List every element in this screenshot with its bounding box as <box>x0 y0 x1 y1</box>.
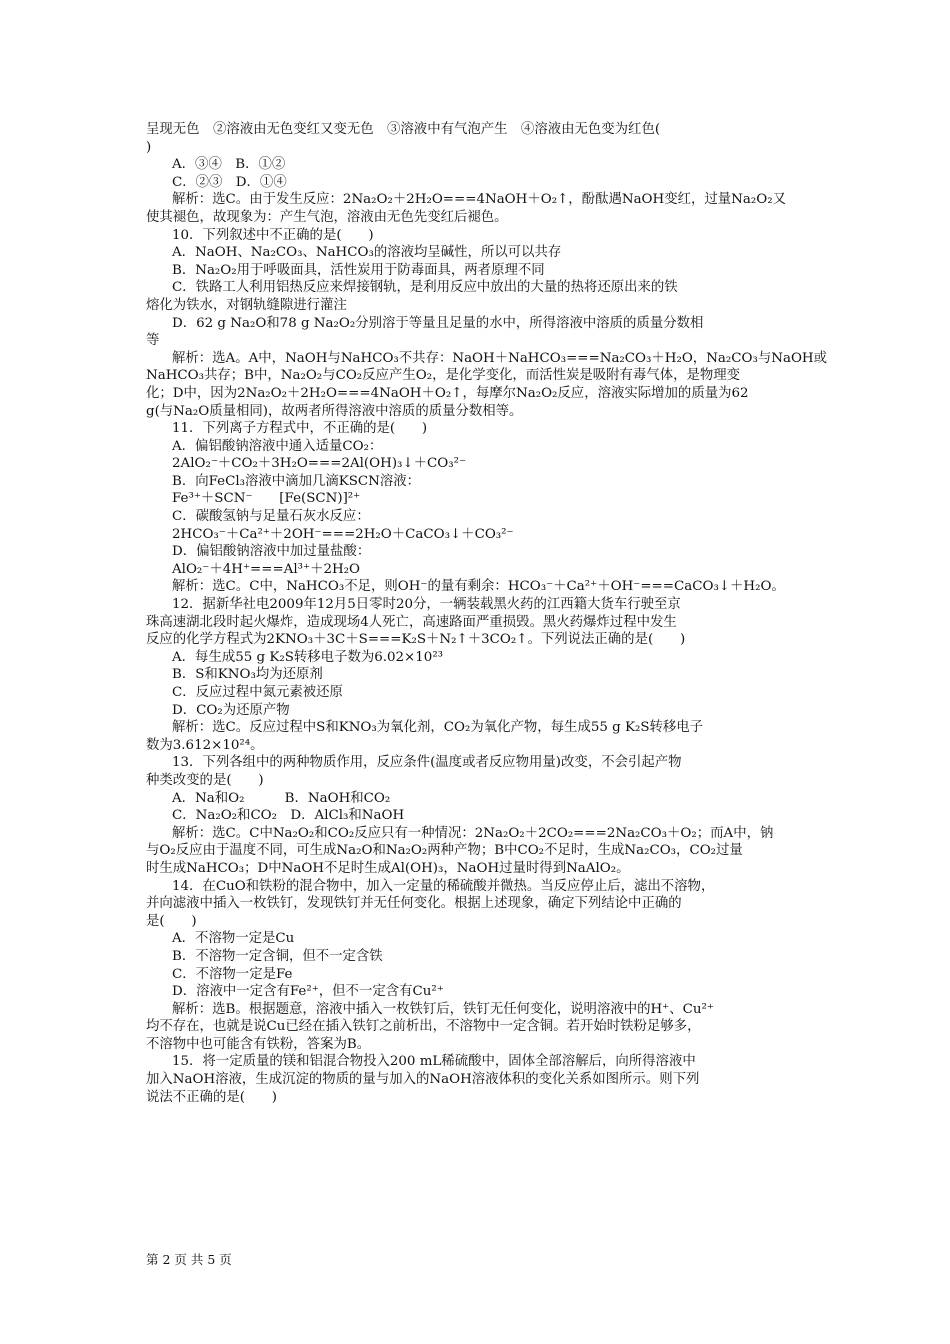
text-line: A．偏铝酸钠溶液中通入适量CO₂： <box>172 438 383 454</box>
text-line: 解析：选C。C中，NaHCO₃不足，则OH⁻的量有剩余：HCO₃⁻＋Ca²⁺＋OH⁻===CaCO₃↓＋H₂O。 <box>172 579 785 595</box>
text-line: A．不溶物一定是Cu <box>172 931 295 947</box>
text-line: 说法不正确的是( ) <box>146 1089 277 1105</box>
text-line: D．偏铝酸钠溶液中加过量盐酸： <box>172 544 371 560</box>
page-footer: 第 2 页 共 5 页 <box>146 1252 232 1267</box>
text-line: B．S和KNO₃均为还原剂 <box>172 667 323 683</box>
text-line: C．碳酸氢钠与足量石灰水反应： <box>172 509 370 525</box>
text-line: NaHCO₃共存；B中，Na₂O₂与CO₂反应产生O₂，是化学变化，而活性炭是吸附有毒气体，是物理变 <box>146 368 741 384</box>
text-line: 不溶物中也可能含有铁粉，答案为B。 <box>146 1036 371 1052</box>
text-line: 化；D中，因为2Na₂O₂＋2H₂O===4NaOH＋O₂↑，每摩尔Na₂O₂反应，溶液实际增加的质量为62 <box>146 385 749 401</box>
text-line: 使其褪色，故现象为：产生气泡，溶液由无色先变红后褪色。 <box>146 209 508 225</box>
text-line: D．62 g Na₂O和78 g Na₂O₂分别溶于等量且足量的水中，所得溶液中溶质的质量分数相 <box>172 315 704 331</box>
text-line: 10．下列叙述中不正确的是( ) <box>172 227 374 243</box>
text-line: B．Na₂O₂用于呼吸面具，活性炭用于防毒面具，两者原理不同 <box>172 262 545 278</box>
text-line: 数为3.612×10²⁴。 <box>146 737 264 753</box>
text-line: B．不溶物一定含铜，但不一定含铁 <box>172 948 383 964</box>
text-line: C．Na₂O₂和CO₂ D．AlCl₃和NaOH <box>172 808 405 824</box>
text-line: 12．据新华社电2009年12月5日零时20分，一辆装载黑火药的江西籍大货车行驶至京 <box>172 597 681 613</box>
text-line: A．每生成55 g K₂S转移电子数为6.02×10²³ <box>172 649 444 665</box>
text-line: A．NaOH、Na₂CO₃、NaHCO₃的溶液均呈碱性，所以可以共存 <box>172 245 562 261</box>
text-line: g(与Na₂O质量相同)，故两者所得溶液中溶质的质量分数相等。 <box>146 403 523 419</box>
text-line: 15．将一定质量的镁和铝混合物投入200 mL稀硫酸中，固体全部溶解后，向所得溶液中 <box>172 1054 696 1070</box>
text-line: 熔化为铁水，对钢轨缝隙进行灌注 <box>146 297 347 313</box>
text-line: A．③④ B．①② <box>172 157 286 173</box>
text-line: 解析：选C。由于发生反应：2Na₂O₂＋2H₂O===4NaOH＋O₂↑，酚酞遇NaOH变红，过量Na₂O₂又 <box>172 192 786 208</box>
text-line: 与O₂反应由于温度不同，可生成Na₂O和Na₂O₂两种产物；B中CO₂不足时，生成Na₂CO₃，CO₂过量 <box>146 843 743 859</box>
text-line: D．溶液中一定含有Fe²⁺，但不一定含有Cu²⁺ <box>172 984 444 1000</box>
text-line: 14．在CuO和铁粉的混合物中，加入一定量的稀硫酸并微热。当反应停止后，滤出不溶物， <box>172 878 715 894</box>
text-line: 种类改变的是( ) <box>146 772 264 788</box>
text-line: 解析：选B。根据题意，溶液中插入一枚铁钉后，铁钉无任何变化，说明溶液中的H⁺、Cu²⁺ <box>172 1001 714 1017</box>
text-line: 解析：选C。C中Na₂O₂和CO₂反应只有一种情况：2Na₂O₂＋2CO₂===2Na₂CO₃＋O₂；而A中，钠 <box>172 825 774 841</box>
text-line: ) <box>146 139 152 155</box>
text-line: AlO₂⁻＋4H⁺===Al³⁺＋2H₂O <box>172 561 361 577</box>
text-line: D．CO₂为还原产物 <box>172 702 290 718</box>
text-line: C．②③ D．①④ <box>172 174 287 190</box>
text-line: A．Na和O₂ B．NaOH和CO₂ <box>172 790 391 806</box>
text-line: 2AlO₂⁻＋CO₂＋3H₂O===2Al(OH)₃↓＋CO₃²⁻ <box>172 456 467 472</box>
text-line: 时生成NaHCO₃；D中NaOH不足时生成Al(OH)₃，NaOH过量时得到NaAlO₂。 <box>146 860 630 876</box>
text-line: 13．下列各组中的两种物质作用，反应条件(温度或者反应物用量)改变，不会引起产物 <box>172 755 682 771</box>
text-line: 反应的化学方程式为2KNO₃＋3C＋S===K₂S＋N₂↑＋3CO₂↑。下列说法正确的是( ) <box>146 632 686 648</box>
text-line: C．不溶物一定是Fe <box>172 966 293 982</box>
text-line: C．铁路工人利用铝热反应来焊接钢轨，是利用反应中放出的大量的热将还原出来的铁 <box>172 280 678 296</box>
text-line: C．反应过程中氮元素被还原 <box>172 685 343 700</box>
text-line: 等 <box>146 333 160 349</box>
text-line: B．向FeCl₃溶液中滴加几滴KSCN溶液： <box>172 473 421 489</box>
text-line: 呈现无色 ②溶液由无色变红又变无色 ③溶液中有气泡产生 ④溶液由无色变为红色( <box>146 122 661 137</box>
text-line: 11．下列离子方程式中，不正确的是( ) <box>172 421 428 437</box>
text-line: 2HCO₃⁻＋Ca²⁺＋2OH⁻===2H₂O＋CaCO₃↓＋CO₃²⁻ <box>172 526 514 542</box>
text-line: 是( ) <box>146 913 197 929</box>
document-body <box>146 121 827 1106</box>
text-line: 并向滤液中插入一枚铁钉，发现铁钉并无任何变化。根据上述现象，确定下列结论中正确的 <box>146 896 682 912</box>
text-line: 解析：选C。反应过程中S和KNO₃为氧化剂，CO₂为氧化产物，每生成55 g K₂S转移电子 <box>172 720 704 736</box>
text-line: 加入NaOH溶液，生成沉淀的物质的量与加入的NaOH溶液体积的变化关系如图所示。则下列 <box>146 1072 700 1088</box>
text-line: 珠高速湖北段时起火爆炸，造成现场4人死亡，高速路面严重损毁。黑火药爆炸过程中发生 <box>146 614 677 630</box>
text-line: 均不存在，也就是说Cu已经在插入铁钉之前析出，不溶物中一定含铜。若开始时铁粉足够多， <box>146 1019 701 1035</box>
text-line: Fe³⁺＋SCN⁻ [Fe(SCN)]²⁺ <box>172 491 361 507</box>
text-line: 解析：选A。A中，NaOH与NaHCO₃不共存：NaOH＋NaHCO₃===Na₂CO₃＋H₂O，Na₂CO₃与NaOH或 <box>172 350 827 366</box>
